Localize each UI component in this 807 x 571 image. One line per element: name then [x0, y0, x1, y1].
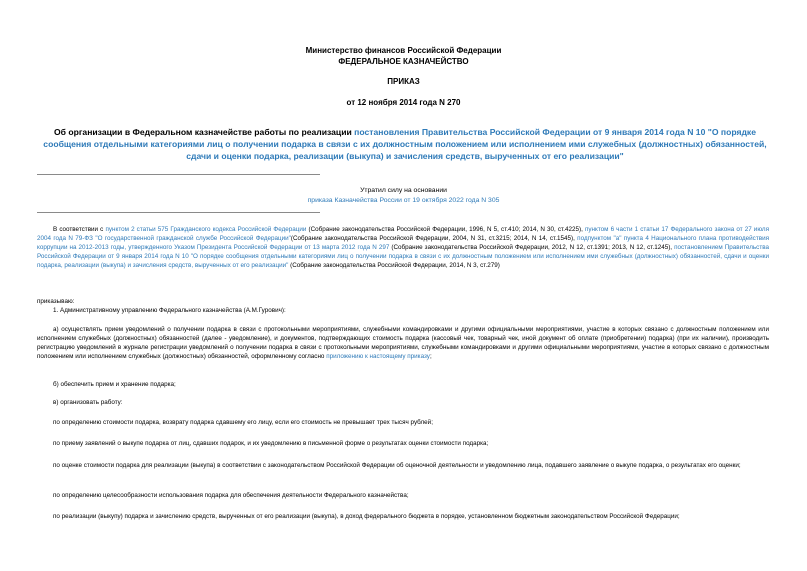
civil-code-link[interactable]: пунктом 2 статьи 575 Гражданского кодекса Российской Федерации	[105, 226, 307, 233]
bottom-divider	[37, 212, 320, 213]
ministry-name: Министерство финансов Российской Федерации	[305, 46, 502, 55]
work-item-5: по реализации (выкупу) подарка и зачислению средств, вырученных от его реализации (выкупа), в доход федерального бюджета в порядке, установленном бюджетным законодательством Российской Федерации;	[53, 513, 680, 520]
preamble-text-1: В соответствии с	[53, 226, 106, 233]
government-decree-link[interactable]: постановлением Правительства Российской Федерации от 9 января 2014 года N 10 "О порядке сообщения отдельными категориями лиц о получении подарка в связи с их должностным положением или исполнением ими служебных (должностных) обязанностей, сдачи и оценки подарка, реализации (выкупа) и зачисления средств, вырученных от его реализации"	[37, 244, 769, 269]
preamble-text-5: (Собрание законодательства Российской Федерации, 2014, N 3, ст.279)	[288, 262, 500, 269]
top-divider	[37, 174, 320, 175]
document-title	[35, 126, 775, 162]
title-prefix: Об организации в Федеральном казначействе работы по реализации	[53, 127, 355, 137]
work-item-2: по приему заявлений о выкупе подарка от лиц, сдавших подарок, и их уведомлению в письменной форме о результатах оценки стоимости подарка;	[53, 440, 489, 447]
status-repeal-link[interactable]: приказа Казначейства России от 19 октября 2022 года N 305	[307, 197, 500, 204]
appendix-link[interactable]: приложению к настоящему приказу	[326, 353, 430, 360]
status-note: Утратил силу на основании	[360, 187, 447, 194]
ordered-line: приказываю:	[37, 298, 75, 305]
federal-law-link[interactable]: пунктом 6 части 1 статьи 17 Федерального закона от 27 июля 2004 года N 79-ФЗ "О государственной гражданской службе Российской Федерации"	[37, 226, 769, 242]
item-a-text: а) осуществлять прием уведомлений о получении подарка в связи с протокольными мероприятиями, служебными командировками и другими официальными мероприятиями, участие в которых связано с должностным положением или исполнением служебных (должностных) обязанностей (далее - уведомление), и документов, подтверждающих стоимость подарка (кассовый чек, товарный чек, иной документ об оплате (приобретении) подарка) (при их наличии), производить регистрацию уведомлений в журнале регистрации уведомлений о получении подарка в связи с протокольными мероприятиями, служебными командировками и другими официальными мероприятиями, участие в которых связано с должностным положением или исполнением служебных (должностных) обязанностей, оформленному согласно	[37, 326, 769, 360]
title-decree-link[interactable]: постановления Правительства Российской Федерации от 9 января 2014 года N 10 "О порядке сообщения отдельными категориями лиц о получении подарка в связи с их должностным положением или исполнением ими служебных (должностных) обязанностей, сдачи и оценки подарка, реализации (выкупа) и зачисления средств, вырученных от его реализации"	[43, 127, 767, 161]
item-b: б) обеспечить прием и хранение подарка;	[53, 381, 176, 388]
item-a	[37, 325, 769, 361]
agency-name: ФЕДЕРАЛЬНОЕ КАЗНАЧЕЙСТВО	[338, 57, 469, 66]
work-item-4: по определению целесообразности использования подарка для обеспечения деятельности Федерального казначейства;	[53, 492, 409, 499]
document-type: ПРИКАЗ	[387, 77, 420, 86]
item-1: 1. Административному управлению Федерального казначейства (А.М.Гурович):	[53, 307, 286, 314]
preamble-paragraph	[37, 225, 769, 270]
anticorruption-plan-link[interactable]: подпунктом "а" пункта 4 Национального плана противодействия коррупции на 2012-2013 годы, утвержденного Указом Президента Российской Федерации от 13 марта 2012 года N 297	[37, 235, 769, 251]
preamble-text-2: (Собрание законодательства Российской Федерации, 1996, N 5, ст.410; 2014, N 30, ст.4225),	[306, 226, 585, 233]
preamble-text-4: (Собрание законодательства Российской Федерации, 2012, N 12, ст.1391; 2013, N 12, ст.1245),	[389, 244, 675, 251]
item-a-end: ;	[429, 353, 432, 360]
preamble-text-3: (Собрание законодательства Российской Федерации, 2004, N 31, ст.3215; 2014, N 14, ст.1545),	[290, 235, 578, 242]
document-date-number: от 12 ноября 2014 года N 270	[346, 98, 461, 107]
work-item-3: по оценке стоимости подарка для реализации (выкупа) в соответствии с законодательством Российской Федерации об оценочной деятельности и уведомлению лица, подавшего заявление о выкупе подарка, о результатах его оценки;	[53, 462, 741, 469]
item-v: в) организовать работу:	[53, 399, 123, 406]
work-item-1: по определению стоимости подарка, возврату подарка сдавшему его лицу, если его стоимость не превышает трех тысяч рублей;	[53, 419, 433, 426]
